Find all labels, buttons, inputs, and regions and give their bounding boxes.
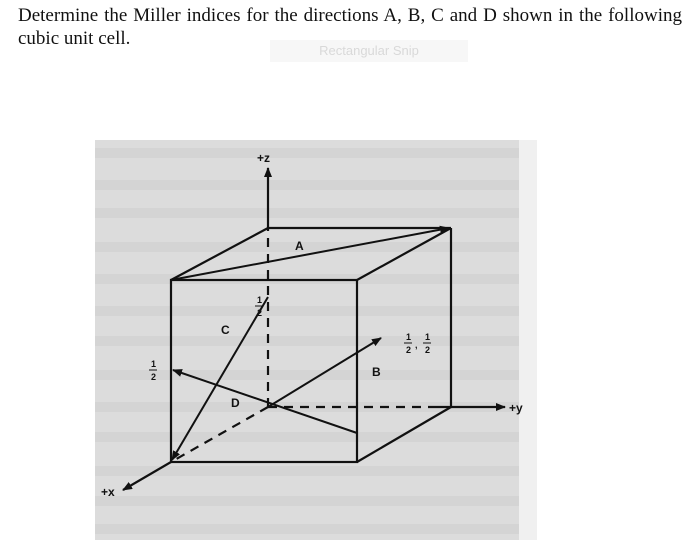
y-axis-label: +y (509, 401, 523, 415)
svg-text:2: 2 (425, 345, 431, 355)
x-axis-arrow (123, 462, 171, 490)
svg-text:1: 1 (257, 295, 263, 305)
svg-text:1: 1 (406, 332, 412, 342)
direction-c-arrow (172, 297, 268, 460)
fraction-x-half (149, 359, 157, 382)
snip-tool-label: Rectangular Snip (270, 40, 468, 62)
fraction-z-half (255, 295, 263, 318)
svg-text:2: 2 (151, 372, 157, 382)
svg-text:,: , (415, 340, 418, 350)
question-text: Determine the Miller indices for the directions A, B, C and D shown in the following cubic unit cell. (18, 5, 682, 49)
x-axis-label: +x (101, 485, 115, 499)
direction-b-arrow (268, 338, 381, 407)
svg-text:2: 2 (406, 345, 412, 355)
cube-diagram (95, 140, 537, 540)
svg-text:2: 2 (257, 308, 263, 318)
label-b: B (372, 365, 381, 379)
direction-a-arrow (171, 228, 449, 280)
fraction-pair-b (404, 332, 431, 355)
direction-d-arrow (173, 370, 357, 433)
unit-cell-figure (95, 140, 537, 540)
label-d: D (231, 396, 240, 410)
label-a: A (295, 239, 304, 253)
z-axis-label: +z (257, 151, 271, 165)
svg-text:1: 1 (151, 359, 157, 369)
svg-text:1: 1 (425, 332, 431, 342)
hidden-edges (171, 228, 435, 462)
label-c: C (221, 323, 230, 337)
